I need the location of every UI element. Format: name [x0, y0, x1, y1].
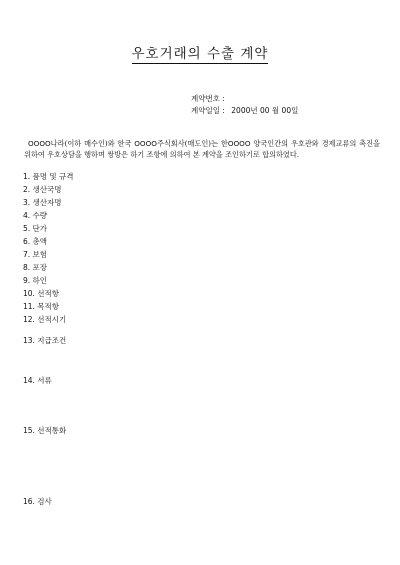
clause-item: 15. 선적통화 [23, 426, 67, 435]
clause-item: 11. 목적항 [23, 302, 60, 311]
clause-item: 6. 총액 [23, 237, 48, 246]
clause-item: 9. 하인 [23, 276, 48, 285]
contract-date-row [191, 106, 298, 116]
clause-item: 7. 보험 [23, 250, 48, 259]
clause-item: 5. 단가 [23, 224, 48, 233]
clause-item: 3. 생산자명 [23, 198, 62, 207]
contract-number-row [191, 94, 225, 104]
clause-item: 2. 생산국명 [23, 185, 62, 194]
clause-item: 4. 수량 [23, 211, 48, 220]
clause-item: 10. 선적항 [23, 289, 60, 298]
intro-paragraph: OOOO나라(이하 매수인)와 한국 OOOO주식회사(매도인)는 한OOOO 양국인간의 우호관와 경제교류의 촉진을 위하여 우호상담을 행하며 쌍방은 하기 조항에 의하여 본 계약을 조인하기로 합의하였다. [24, 139, 380, 159]
clause-item: 14. 서류 [23, 376, 52, 385]
contract-number-label: 계약번호 : [191, 94, 225, 103]
clause-item: 12. 선적시기 [23, 315, 67, 324]
contract-date-value: 2000년 00 월 00일 [231, 106, 299, 115]
clause-item: 16. 검사 [23, 497, 52, 506]
document-title [0, 46, 400, 62]
contract-date-label: 계약일일 : [191, 106, 225, 115]
clause-item: 13. 지급조건 [23, 336, 67, 345]
document-title-text: 우호거래의 수출 계약 [131, 46, 269, 62]
clause-item: 8. 포장 [23, 263, 48, 272]
clause-item: 1. 품명 및 규격 [23, 172, 74, 181]
